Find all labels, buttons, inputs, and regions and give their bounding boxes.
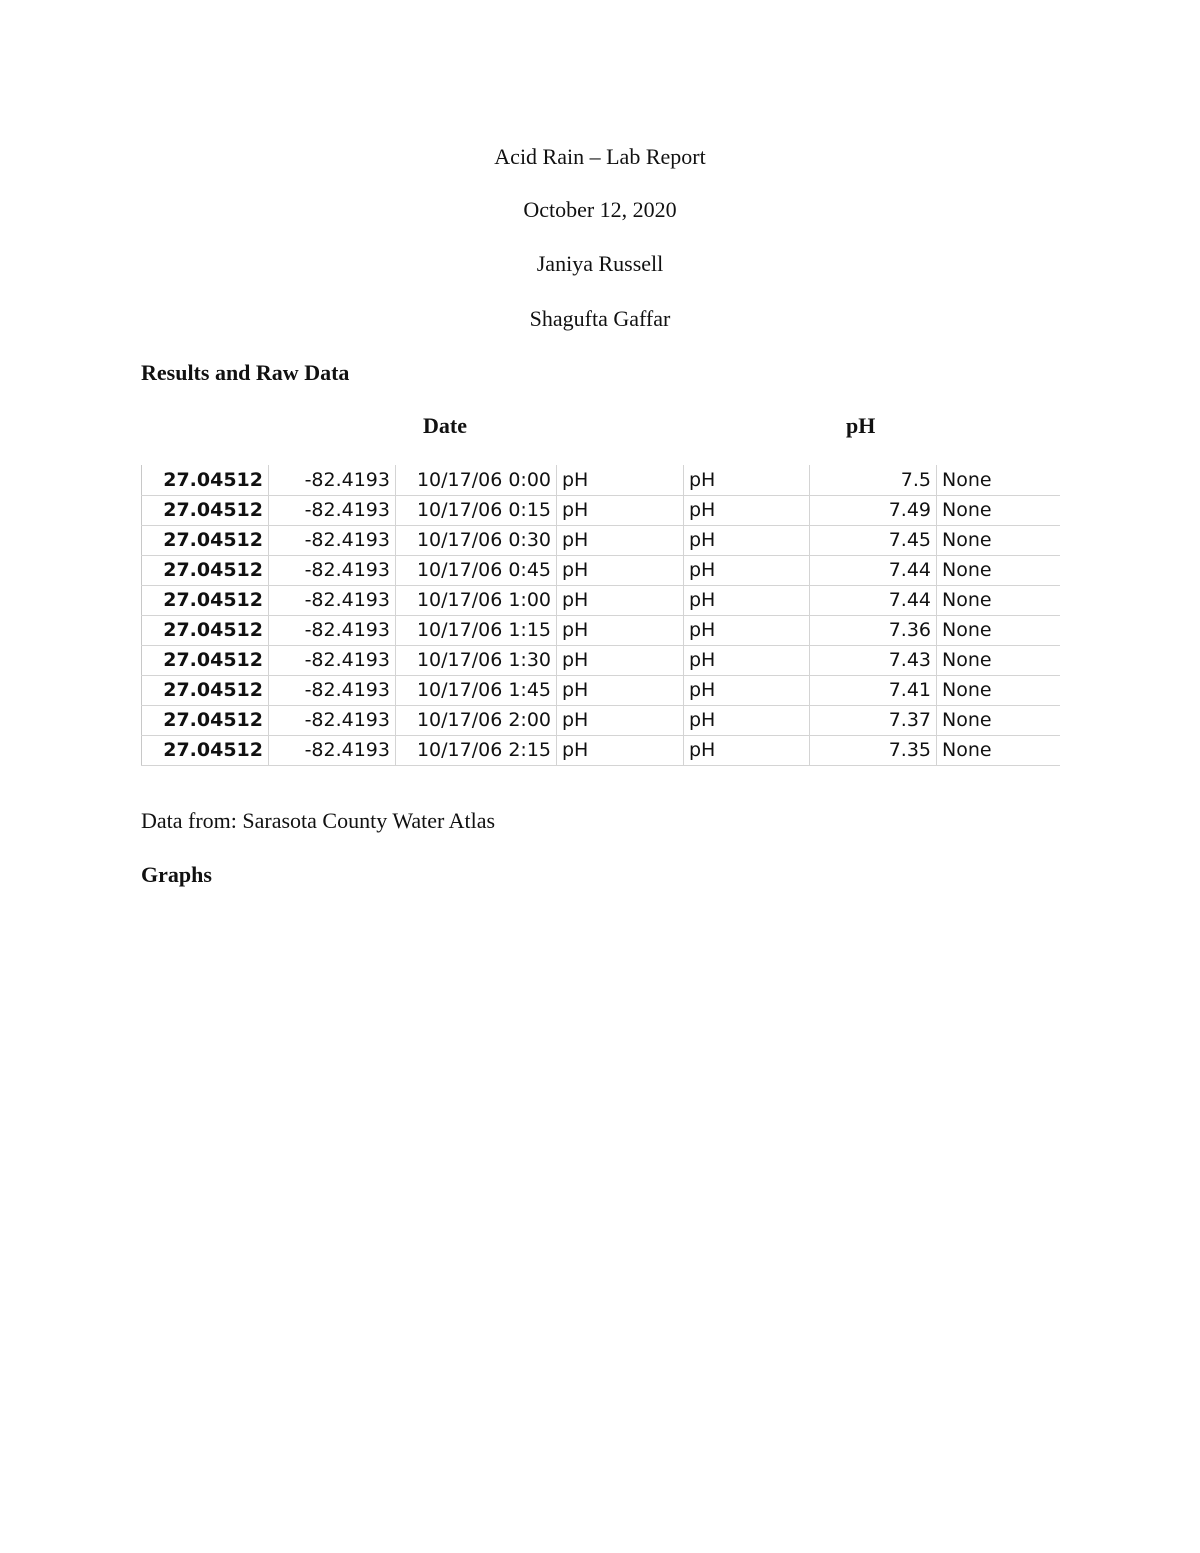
latitude-cell: 27.04512 [142,645,269,675]
longitude-cell: -82.4193 [269,645,396,675]
parameter-cell: pH [557,525,684,555]
ph-value-cell: 7.49 [810,495,937,525]
datetime-cell: 10/17/06 1:45 [396,675,557,705]
table-row [142,735,1060,765]
longitude-cell: -82.4193 [269,465,396,495]
latitude-cell: 27.04512 [142,675,269,705]
ph-value-cell: 7.44 [810,585,937,615]
ph-value-cell: 7.45 [810,525,937,555]
qualifier-cell: None [937,495,1060,525]
table-row [142,645,1060,675]
table-row [142,465,1060,495]
qualifier-cell: None [937,645,1060,675]
latitude-cell: 27.04512 [142,735,269,765]
report-date: October 12, 2020 [523,197,677,222]
parameter-cell: pH [684,645,810,675]
qualifier-cell: None [937,585,1060,615]
latitude-cell: 27.04512 [142,585,269,615]
latitude-cell: 27.04512 [142,705,269,735]
latitude-cell: 27.04512 [142,495,269,525]
report-title: Acid Rain – Lab Report [494,144,706,169]
results-heading: Results and Raw Data [141,360,350,385]
parameter-cell: pH [557,705,684,735]
ph-value-cell: 7.35 [810,735,937,765]
datetime-cell: 10/17/06 1:15 [396,615,557,645]
qualifier-cell: None [937,705,1060,735]
parameter-cell: pH [557,495,684,525]
parameter-cell: pH [557,735,684,765]
ph-column-label: pH [846,413,876,438]
longitude-cell: -82.4193 [269,615,396,645]
parameter-cell: pH [557,555,684,585]
table-row [142,585,1060,615]
table-row [142,675,1060,705]
parameter-cell: pH [684,705,810,735]
parameter-cell: pH [684,735,810,765]
data-source: Data from: Sarasota County Water Atlas [141,808,496,833]
longitude-cell: -82.4193 [269,705,396,735]
ph-value-cell: 7.36 [810,615,937,645]
latitude-cell: 27.04512 [142,465,269,495]
parameter-cell: pH [684,465,810,495]
parameter-cell: pH [684,495,810,525]
date-column-label: Date [423,413,467,438]
datetime-cell: 10/17/06 0:00 [396,465,557,495]
qualifier-cell: None [937,465,1060,495]
ph-value-cell: 7.44 [810,555,937,585]
table-row [142,525,1060,555]
parameter-cell: pH [557,615,684,645]
qualifier-cell: None [937,675,1060,705]
ph-value-cell: 7.41 [810,675,937,705]
table-row [142,615,1060,645]
qualifier-cell: None [937,555,1060,585]
qualifier-cell: None [937,615,1060,645]
latitude-cell: 27.04512 [142,525,269,555]
longitude-cell: -82.4193 [269,585,396,615]
author-name: Shagufta Gaffar [529,306,671,331]
ph-value-cell: 7.5 [810,465,937,495]
longitude-cell: -82.4193 [269,675,396,705]
latitude-cell: 27.04512 [142,615,269,645]
longitude-cell: -82.4193 [269,555,396,585]
parameter-cell: pH [557,675,684,705]
qualifier-cell: None [937,525,1060,555]
datetime-cell: 10/17/06 2:00 [396,705,557,735]
graphs-heading: Graphs [141,862,212,887]
datetime-cell: 10/17/06 2:15 [396,735,557,765]
latitude-cell: 27.04512 [142,555,269,585]
datetime-cell: 10/17/06 0:15 [396,495,557,525]
datetime-cell: 10/17/06 1:00 [396,585,557,615]
datetime-cell: 10/17/06 0:45 [396,555,557,585]
qualifier-cell: None [937,735,1060,765]
parameter-cell: pH [684,615,810,645]
parameter-cell: pH [557,465,684,495]
table-row [142,705,1060,735]
table-row [142,555,1060,585]
longitude-cell: -82.4193 [269,525,396,555]
ph-value-cell: 7.43 [810,645,937,675]
datetime-cell: 10/17/06 0:30 [396,525,557,555]
longitude-cell: -82.4193 [269,495,396,525]
parameter-cell: pH [557,645,684,675]
parameter-cell: pH [684,525,810,555]
datetime-cell: 10/17/06 1:30 [396,645,557,675]
longitude-cell: -82.4193 [269,735,396,765]
parameter-cell: pH [684,585,810,615]
raw-data-table [141,465,1060,766]
parameter-cell: pH [557,585,684,615]
author-name: Janiya Russell [536,251,664,276]
parameter-cell: pH [684,555,810,585]
parameter-cell: pH [684,675,810,705]
ph-value-cell: 7.37 [810,705,937,735]
table-row [142,495,1060,525]
